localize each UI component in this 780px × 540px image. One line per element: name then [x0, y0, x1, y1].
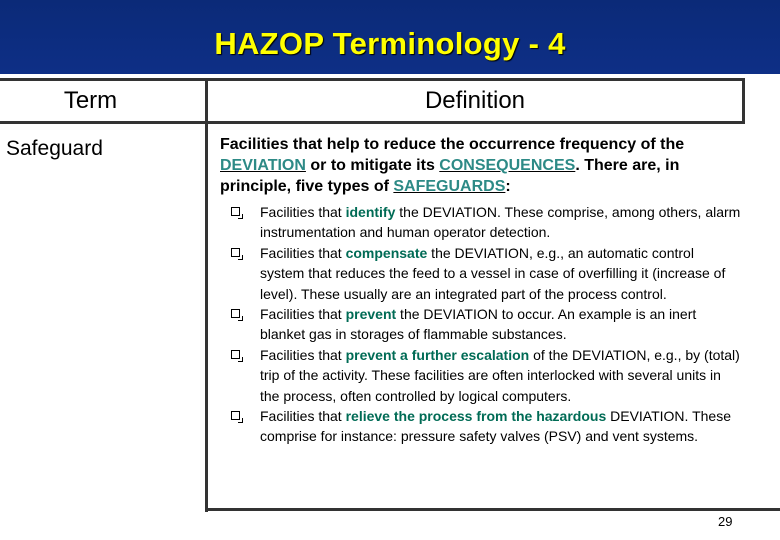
table-bottom-border: [205, 508, 780, 511]
checkbox-bullet-icon: [231, 248, 240, 257]
list-item: Facilities that prevent a further escalation of the DEVIATION, e.g., by (total) trip of the activity. These facilities are often interlocked with several units in the process, often controlled by logical computers.: [230, 345, 742, 406]
header-term: [0, 78, 208, 124]
slide-title: HAZOP Terminology - 4: [214, 26, 566, 61]
list-item: Facilities that compensate the DEVIATION, e.g., an automatic control system that reduces the feed to a vessel in case of overfilling it (increase of level). These usually are an integrated part of the process control.: [230, 243, 742, 304]
column-divider: [205, 124, 208, 512]
checkbox-bullet-icon: [231, 309, 240, 318]
link-consequences[interactable]: CONSEQUENCES: [439, 157, 576, 174]
intro-text-4: :: [505, 178, 511, 195]
definition-intro: [220, 134, 750, 197]
intro-text-2: or to mitigate its: [305, 157, 440, 174]
intro-text-1: Facilities that help to reduce the occurrence frequency of the: [220, 136, 685, 153]
link-safeguards[interactable]: SAFEGUARDS: [393, 178, 506, 195]
list-item: Facilities that prevent the DEVIATION to occur. An example is an inert blanket gas in storages of flammable substances.: [230, 304, 742, 345]
checkbox-bullet-icon: [231, 207, 240, 216]
page-number: 29: [718, 514, 733, 529]
intro-text-3: . There are, in principle, five types of: [220, 157, 680, 195]
highlight-text: compensate: [345, 244, 428, 261]
link-deviation[interactable]: DEVIATION: [220, 157, 306, 174]
list-item: Facilities that identify the DEVIATION. These comprise, among others, alarm instrumentation and human operator detection.: [230, 202, 742, 243]
safeguard-types-list: [230, 202, 742, 447]
highlight-text: prevent: [345, 306, 397, 323]
list-item: Facilities that relieve the process from the hazardous DEVIATION. These comprise for instance: pressure safety valves (PSV) and vent systems.: [230, 406, 742, 447]
header-term-label: Term: [63, 87, 118, 114]
highlight-text: prevent a further escalation: [345, 346, 530, 363]
term-safeguard: Safeguard: [6, 137, 103, 160]
checkbox-bullet-icon: [231, 411, 240, 420]
header-definition: [205, 78, 745, 124]
highlight-text: identify: [345, 204, 396, 220]
checkbox-bullet-icon: [231, 350, 240, 359]
header-definition-label: Definition: [424, 87, 526, 114]
highlight-text: relieve the process from the hazardous: [345, 408, 607, 425]
